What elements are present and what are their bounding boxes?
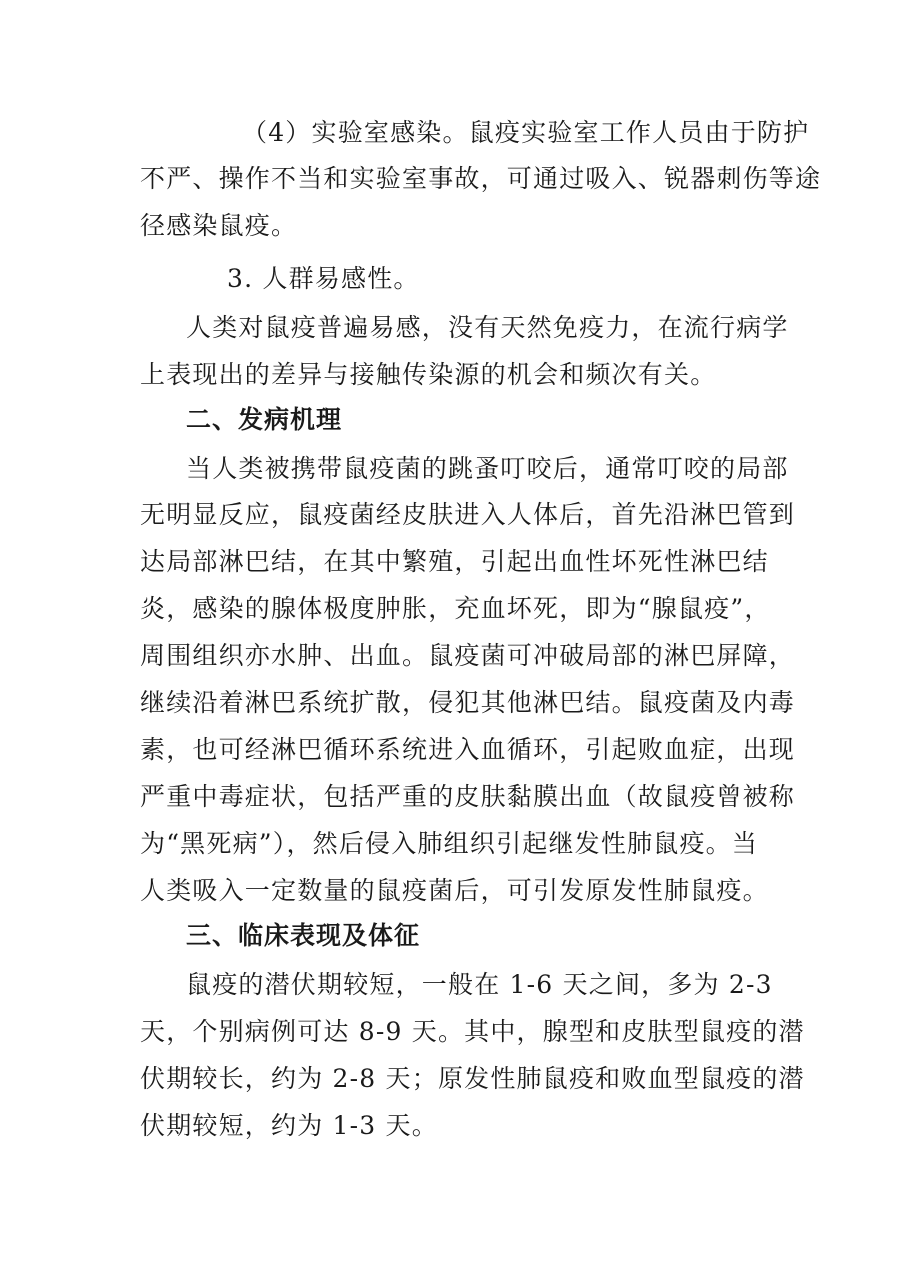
subheading-susceptibility: 3. 人群易感性。	[227, 264, 420, 293]
paragraph-pathogenesis-line-2: 无明显反应，鼠疫菌经皮肤进入人体后，首先沿淋巴管到	[140, 500, 796, 529]
paragraph-pathogenesis-line-9: 为“黑死病”），然后侵入肺组织引起继发性肺鼠疫。当	[140, 829, 759, 858]
paragraph-pathogenesis-line-5: 周围组织亦水肿、出血。鼠疫菌可冲破局部的淋巴屏障，	[140, 641, 796, 670]
paragraph-incubation-line-2: 天，个别病例可达 8-9 天。其中，腺型和皮肤型鼠疫的潜	[140, 1017, 805, 1046]
paragraph-incubation-line-1: 鼠疫的潜伏期较短，一般在 1-6 天之间，多为 2-3	[186, 970, 773, 999]
paragraph-lab-infection-line-2: 不严、操作不当和实验室事故，可通过吸入、锐器刺伤等途	[140, 164, 822, 193]
paragraph-susceptibility-line-1: 人类对鼠疫普遍易感，没有天然免疫力，在流行病学	[186, 313, 789, 342]
paragraph-pathogenesis-line-1: 当人类被携带鼠疫菌的跳蚤叮咬后，通常叮咬的局部	[186, 454, 789, 483]
paragraph-pathogenesis-line-8: 严重中毒症状，包括严重的皮肤黏膜出血（故鼠疫曾被称	[140, 782, 796, 811]
paragraph-incubation-line-3: 伏期较长，约为 2-8 天；原发性肺鼠疫和败血型鼠疫的潜	[140, 1064, 805, 1093]
section-heading-pathogenesis: 二、发病机理	[186, 405, 343, 434]
paragraph-pathogenesis-line-10: 人类吸入一定数量的鼠疫菌后，可引发原发性肺鼠疫。	[140, 876, 769, 905]
paragraph-lab-infection-line-1: （4）实验室感染。鼠疫实验室工作人员由于防护	[242, 118, 810, 147]
paragraph-pathogenesis-line-4: 炎，感染的腺体极度肿胀，充血坏死，即为“腺鼠疫”，	[140, 594, 771, 623]
paragraph-susceptibility-line-2: 上表现出的差异与接触传染源的机会和频次有关。	[140, 360, 717, 389]
paragraph-pathogenesis-line-7: 素，也可经淋巴循环系统进入血循环，引起败血症，出现	[140, 735, 796, 764]
paragraph-lab-infection-line-3: 径感染鼠疫。	[140, 211, 298, 240]
paragraph-incubation-line-4: 伏期较短，约为 1-3 天。	[140, 1111, 438, 1140]
paragraph-pathogenesis-line-3: 达局部淋巴结，在其中繁殖，引起出血性坏死性淋巴结	[140, 547, 769, 576]
paragraph-pathogenesis-line-6: 继续沿着淋巴系统扩散，侵犯其他淋巴结。鼠疫菌及内毒	[140, 688, 796, 717]
section-heading-clinical-manifestations: 三、临床表现及体征	[186, 921, 421, 950]
